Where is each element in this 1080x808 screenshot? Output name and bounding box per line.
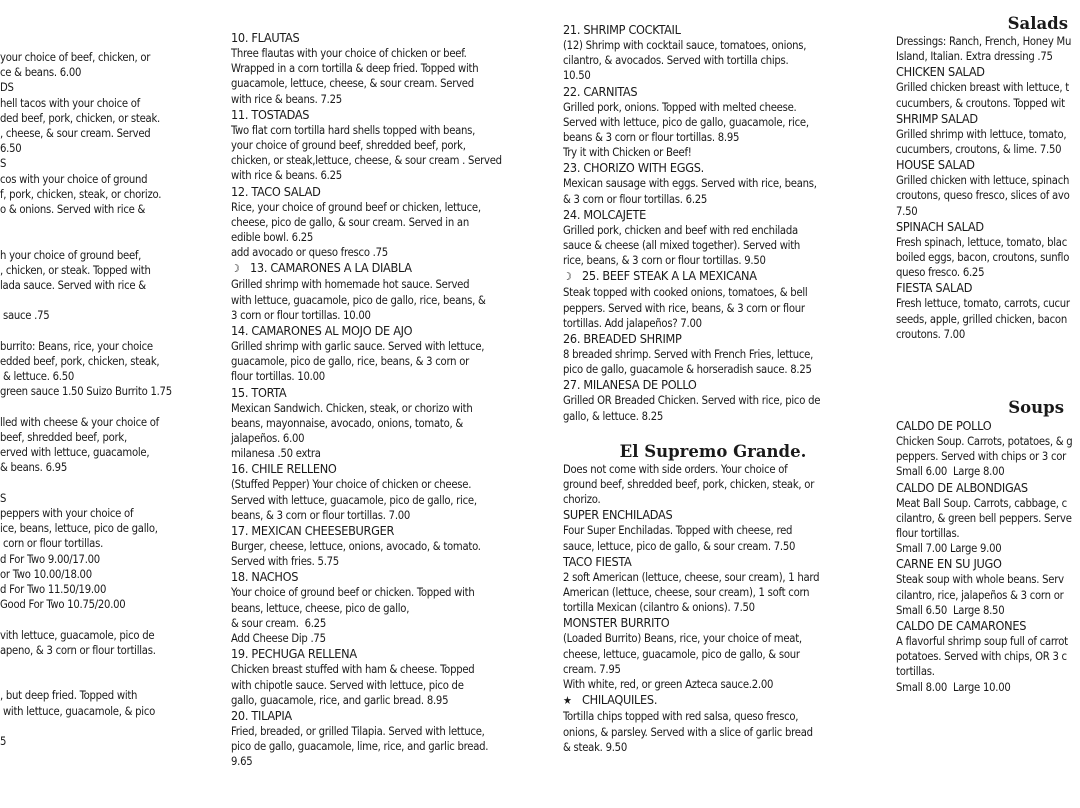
menu-text-line: f, pork, chicken, steak, or chorizo. [0,187,162,201]
menu-item-title [896,64,1080,80]
menu-item-title [563,268,863,285]
menu-item-description: Four Super Enchiladas. Topped with cheese, red [563,524,793,538]
menu-item-description: gallo, & lettuce. 8.25 [563,409,664,423]
menu-text-line: your choice of beef, chicken, or [0,51,151,64]
menu-item-name: SHRIMP SALAD [896,110,978,126]
menu-text-line: o & onions. Served with rice & [0,203,146,217]
menu-item-description: beans, & 3 corn or flour tortillas. 7.00 [231,508,411,522]
menu-item-name: 20. TILAPIA [231,707,292,723]
menu-item-description: Your choice of ground beef or chicken. Topped with [231,586,475,600]
menu-item-name: SPINACH SALAD [896,218,984,234]
menu-item [231,461,531,523]
menu-item-description: Steak topped with cooked onions, tomatoes, & bell [563,286,808,300]
menu-text-line: lled with cheese & your choice of [0,415,159,429]
menu-item-title [896,556,1080,572]
menu-item-title [896,418,1080,434]
menu-item-description: Small 6.50 Large 8.50 [896,603,1005,617]
menu-item-title [563,160,863,176]
menu-item [896,480,1080,557]
menu-item [896,64,1080,110]
menu-text-line: & beans. 6.95 [0,461,67,475]
menu-item-description: cheese, lettuce, guacamole, pico de gallo, & sour [563,647,800,661]
menu-item [563,160,863,206]
menu-item-description: guacamole, pico de gallo, rice, beans, & 3 corn or [231,355,470,369]
menu-item [231,184,531,261]
menu-item-description: Two flat corn tortilla hard shells topped with beans, [231,123,476,137]
menu-text-line: S [0,157,7,171]
menu-item-name: 24. MOLCAJETE [563,206,646,222]
menu-item-description: Three flautas with your choice of chicken or beef. [231,47,467,60]
section-title-soups: Soups [1008,398,1064,418]
star-icon: ★ [563,694,572,708]
menu-item-description: with rice & beans. 7.25 [231,92,342,106]
menu-text-line: DS [0,81,14,95]
menu-item-description: Try it with Chicken or Beef! [563,146,692,160]
menu-item-description: tortillas. Add jalapeños? 7.00 [563,316,702,330]
menu-item-title [563,554,863,570]
menu-item-name: MONSTER BURRITO [563,615,670,631]
menu-item-description: Rice, your choice of ground beef or chicken, lettuce, [231,200,481,214]
menu-text-line [0,400,210,415]
menu-text-line: erved with lettuce, guacamole, [0,446,150,460]
menu-item-description: Steak soup with whole beans. Serv [896,573,1064,587]
menu-text-line: h your choice of ground beef, [0,248,142,262]
menu-item-title [896,219,1080,235]
menu-item-description: cilantro, & green bell peppers. Serve [896,511,1072,525]
menu-item [231,107,531,184]
menu-item-description: cucumbers, & croutons. Topped wit [896,96,1065,110]
menu-text-line: , but deep fried. Topped with [0,689,138,703]
menu-item-description: edible bowl. 6.25 [231,231,314,245]
menu-item-description: Burger, cheese, lettuce, onions, avocado, & tomato. [231,540,481,554]
menu-text-line: 5 [0,734,7,748]
menu-text-line: ce & beans. 6.00 [0,66,82,80]
menu-item-description: your choice of ground beef, shredded beef, pork, [231,139,466,153]
menu-text-line: edded beef, pork, chicken, steak, [0,355,160,368]
menu-column-2 [231,30,531,770]
menu-item-description: Grilled shrimp with homemade hot sauce. Served [231,278,470,292]
menu-item-name: 21. SHRIMP COCKTAIL [563,22,681,37]
menu-item-description: sauce & cheese (all mixed together). Served with [563,239,801,253]
menu-text-line [0,324,210,339]
menu-item-description: (Stuffed Pepper) Your choice of chicken or cheese. [231,478,472,492]
menu-item-description: onions, & parsley. Served with a slice of garlic bread [563,725,813,739]
salads-intro: Dressings: Ranch, French, Honey Mu [896,35,1072,48]
menu-column-4 [896,14,1080,695]
menu-item-name: 25. BEEF STEAK A LA MEXICANA [582,268,757,284]
menu-item-title [231,30,531,46]
chili-pepper-icon: ☽ [563,270,572,284]
menu-text-line: Good For Two 10.75/20.00 [0,598,126,612]
menu-item-description: 2 soft American (lettuce, cheese, sour cream), 1 hard [563,570,820,584]
menu-item-name: 16. CHILE RELLENO [231,461,337,477]
menu-item-description: Fresh lettuce, tomato, carrots, cucur [896,297,1070,311]
menu-item-description: 8 breaded shrimp. Served with French Fries, lettuce, [563,348,814,362]
menu-item-description: Grilled chicken with lettuce, spinach [896,174,1070,188]
spacer [563,424,863,442]
menu-text-line: corn or flour tortillas. [0,537,104,551]
menu-item-description: peppers. Served with rice, beans, & 3 corn or flour [563,301,805,315]
menu-text-line [0,217,210,232]
menu-text-line [0,232,210,247]
menu-item-name: CHILAQUILES. [582,692,658,708]
menu-item [563,84,863,161]
menu-item-description: cream. 7.95 [563,662,621,676]
menu-item [563,554,863,616]
menu-item-description: seeds, apple, grilled chicken, bacon [896,312,1067,326]
menu-item [231,260,531,323]
menu-item-description: & sour cream. 6.25 [231,616,326,630]
menu-item-title [896,111,1080,127]
menu-item-title [896,157,1080,173]
menu-item-title [231,461,531,477]
menu-item-description: Grilled shrimp with garlic sauce. Served with lettuce, [231,340,485,354]
menu-item-name: 27. MILANESA DE POLLO [563,377,697,393]
menu-item-title [563,331,863,347]
menu-item-description: cilantro, rice, jalapeños & 3 corn or [896,588,1064,602]
menu-item-title [896,618,1080,634]
menu-item-description: Small 6.00 Large 8.00 [896,465,1005,479]
menu-item [896,280,1080,342]
menu-item-name: CHICKEN SALAD [896,64,985,80]
menu-item [231,30,531,107]
menu-item-description: Grilled pork, chicken and beef with red enchilada [563,223,798,237]
menu-text-line: 6.50 [0,142,22,156]
menu-item-description: Fried, breaded, or grilled Tilapia. Served with lettuce, [231,724,485,738]
menu-item-description: Small 8.00 Large 10.00 [896,680,1011,694]
menu-item-name: TACO FIESTA [563,553,632,569]
menu-item [231,523,531,569]
menu-item-description: (Loaded Burrito) Beans, rice, your choice of meat, [563,632,802,646]
menu-item-description: 10.50 [563,69,591,83]
menu-item-description: tortillas. [896,665,935,679]
menu-item-description: Fresh spinach, lettuce, tomato, blac [896,235,1067,249]
menu-item-description: guacamole, lettuce, cheese, & sour cream. Served [231,77,474,91]
menu-text-line: sauce .75 [0,309,50,323]
menu-text-line: lada sauce. Served with rice & [0,279,146,293]
menu-text-line: , chicken, or steak. Topped with [0,263,151,277]
menu-item-name: CALDO DE POLLO [896,418,992,434]
section-intro: chorizo. [563,493,601,507]
menu-item-description: Served with fries. 5.75 [231,555,339,569]
menu-item-name: 22. CARNITAS [563,83,638,99]
menu-item-title [896,480,1080,496]
salads-intro: Island, Italian. Extra dressing .75 [896,50,1053,64]
menu-item [896,418,1080,480]
menu-text-line: & lettuce. 6.50 [0,370,75,384]
menu-item-description: cilantro, & avocados. Served with tortilla chips. [563,54,789,68]
menu-item-description: Mexican sausage with eggs. Served with rice, beans, [563,177,817,191]
menu-item-title [563,507,863,523]
menu-item-description: beans & 3 corn or flour tortillas. 8.95 [563,131,740,145]
menu-item-name: SUPER ENCHILADAS [563,507,673,523]
menu-item-name: 13. CAMARONES A LA DIABLA [250,260,412,276]
menu-item-title [563,22,863,38]
menu-item [231,569,531,646]
menu-item [896,618,1080,695]
menu-item-name: 17. MEXICAN CHEESEBURGER [231,523,395,539]
menu-item-name: 26. BREADED SHRIMP [563,331,682,347]
menu-item-description: chicken, or steak,lettuce, cheese, & sour cream . Served [231,154,502,168]
menu-text-line: or Two 10.00/18.00 [0,567,92,581]
menu-item [563,207,863,269]
menu-item-description: Grilled pork, onions. Topped with melted cheese. [563,100,797,114]
menu-item-description: cheese, pico de gallo, & sour cream. Served in an [231,215,469,229]
menu-item-description: Chicken breast stuffed with ham & cheese. Topped [231,663,475,677]
menu-item-description: boiled eggs, bacon, croutons, sunflo [896,251,1070,265]
menu-item-name: HOUSE SALAD [896,157,975,173]
menu-item-title [896,280,1080,296]
menu-item [563,331,863,377]
section-title-el-supremo-grande: El Supremo Grande. [619,441,807,461]
menu-text-line: ded beef, pork, chicken, or steak. [0,111,160,125]
menu-item-description: (12) Shrimp with cocktail sauce, tomatoes, onions, [563,39,807,52]
menu-item-title [563,377,863,393]
menu-item-name: 19. PECHUGA RELLENA [231,646,357,662]
menu-item-title [231,523,531,539]
menu-item [896,219,1080,281]
menu-text-line [0,612,210,627]
menu-text-line: , cheese, & sour cream. Served [0,127,151,141]
menu-item-name: FIESTA SALAD [896,280,973,296]
menu-text-line: hell tacos with your choice of [0,96,140,110]
menu-item [563,377,863,423]
menu-item-description: Meat Ball Soup. Carrots, cabbage, c [896,496,1067,510]
menu-item-name: 11. TOSTADAS [231,106,310,122]
menu-item-description: Chicken Soup. Carrots, potatoes, & g [896,435,1073,449]
menu-item-description: Mexican Sandwich. Chicken, steak, or chorizo with [231,401,473,415]
menu-item [563,692,863,755]
menu-item-description: milanesa .50 extra [231,447,321,461]
menu-item [896,111,1080,157]
menu-item [231,708,531,770]
menu-column-3 [563,22,863,755]
menu-item-description: pico de gallo, guacamole & horseradish sauce. 8.25 [563,363,812,377]
menu-text-line: peppers with your choice of [0,507,134,520]
menu-item [231,385,531,462]
menu-item [231,323,531,385]
menu-item-name: 15. TORTA [231,384,287,400]
menu-item-description: Served with lettuce, pico de gallo, guacamole, rice, [563,115,809,129]
menu-item-description: Grilled chicken breast with lettuce, t [896,81,1069,95]
menu-item-description: with chipotle sauce. Served with lettuce, pico de [231,678,464,692]
menu-item-description: 3 corn or flour tortillas. 10.00 [231,308,371,322]
menu-text-line [0,719,210,734]
menu-item-description: Grilled shrimp with lettuce, tomato, [896,127,1067,141]
menu-item-description: beans, mayonnaise, avocado, onions, tomato, & [231,416,463,430]
menu-text-line: apeno, & 3 corn or flour tortillas. [0,643,156,657]
menu-item-description: sauce, lettuce, pico de gallo, & sour cream. 7.50 [563,539,796,553]
menu-item-title [563,207,863,223]
menu-item-description: & 3 corn or flour tortillas. 6.25 [563,192,708,206]
menu-item-description: American (lettuce, cheese, sour cream), 1 soft corn [563,586,810,600]
menu-text-line: burrito: Beans, rice, your choice [0,339,153,353]
menu-item-description: Tortilla chips topped with red salsa, queso fresco, [563,710,799,724]
menu-item-title [563,615,863,631]
menu-text-line: beef, shredded beef, pork, [0,431,127,444]
menu-item [563,615,863,692]
menu-item-description: 7.50 [896,204,918,218]
spacer [896,342,1080,398]
menu-item-description: beans, lettuce, cheese, pico de gallo, [231,601,410,615]
section-intro: ground beef, shredded beef, pork, chicken, steak, or [563,478,815,492]
menu-text-line: S [0,491,7,505]
menu-item-description: potatoes. Served with chips, OR 3 c [896,650,1067,664]
menu-item-title [231,260,531,277]
menu-item-description: 9.65 [231,755,253,769]
menu-text-line [0,673,210,688]
menu-item-title [231,646,531,662]
menu-item-name: 10. FLAUTAS [231,30,300,45]
menu-item [563,507,863,553]
menu-item-description: tortilla Mexican (cilantro & onions). 7.50 [563,601,755,615]
section-intro: Does not come with side orders. Your choice of [563,462,788,476]
menu-item-description: Small 7.00 Large 9.00 [896,542,1002,556]
menu-item [231,646,531,708]
menu-item-description: peppers. Served with chips or 3 cor [896,450,1067,464]
menu-item-title [563,84,863,100]
menu-item-description: flour tortillas. 10.00 [231,370,325,384]
menu-item-description: croutons. 7.00 [896,327,965,341]
menu-item-name: 23. CHORIZO WITH EGGS. [563,160,704,176]
menu-item-description: with lettuce, guacamole, pico de gallo, rice, beans, & [231,293,486,307]
menu-item [563,268,863,331]
menu-item-title [231,569,531,585]
menu-item-description: with rice & beans. 6.25 [231,169,342,183]
menu-item-title [231,107,531,123]
menu-item-title [563,692,863,709]
menu-item-description: Grilled OR Breaded Chicken. Served with rice, pico de [563,394,821,408]
menu-item-name: CALDO DE CAMARONES [896,618,1027,634]
menu-item-description: jalapeños. 6.00 [231,432,305,446]
menu-item-description: Wrapped in a corn tortilla & deep fried. Topped with [231,62,479,76]
menu-item-name: CARNE EN SU JUGO [896,556,1002,572]
menu-item-description: Served with lettuce, guacamole, pico de gallo, rice, [231,493,477,507]
chili-pepper-icon: ☽ [231,262,240,276]
menu-column-1 [0,50,210,749]
menu-item-description: queso fresco. 6.25 [896,266,985,280]
menu-text-line: with lettuce, guacamole, & pico [0,704,156,718]
menu-item-description: croutons, queso fresco, slices of avo [896,189,1070,203]
menu-item-name: 18. NACHOS [231,569,299,585]
menu-text-line [0,476,210,491]
menu-text-line [0,658,210,673]
menu-item-title [231,323,531,339]
menu-item-description: cucumbers, croutons, & lime. 7.50 [896,143,1062,157]
menu-item-name: 14. CAMARONES AL MOJO DE AJO [231,323,413,339]
menu-item [896,157,1080,219]
menu-text-line: ice, beans, lettuce, pico de gallo, [0,522,158,536]
menu-item-name: CALDO DE ALBONDIGAS [896,479,1028,495]
menu-item-description: gallo, guacamole, rice, and garlic bread. 8.95 [231,693,449,707]
menu-item [896,556,1080,618]
menu-item-title [231,385,531,401]
menu-text-line: vith lettuce, guacamole, pico de [0,628,155,642]
menu-item-name: 12. TACO SALAD [231,183,321,199]
menu-item-description: pico de gallo, guacamole, lime, rice, and garlic bread. [231,740,489,754]
menu-text-line [0,293,210,308]
menu-item [563,22,863,84]
menu-item-description: add avocado or queso fresco .75 [231,246,388,260]
menu-item-description: & steak. 9.50 [563,740,627,754]
menu-text-line: green sauce 1.50 Suizo Burrito 1.75 [0,385,172,399]
menu-text-line: cos with your choice of ground [0,172,148,186]
menu-text-line: d For Two 9.00/17.00 [0,552,100,566]
menu-text-line: d For Two 11.50/19.00 [0,583,107,597]
menu-item-title [231,184,531,200]
section-title-salads: Salads [1007,14,1068,33]
menu-item-description: rice, beans, & 3 corn or flour tortillas. 9.50 [563,254,766,268]
menu-item-description: A flavorful shrimp soup full of carrot [896,635,1068,649]
menu-item-description: Add Cheese Dip .75 [231,632,326,646]
menu-item-description: With white, red, or green Azteca sauce.2.00 [563,678,774,692]
menu-item-title [231,708,531,724]
menu-item-description: flour tortillas. [896,527,960,541]
